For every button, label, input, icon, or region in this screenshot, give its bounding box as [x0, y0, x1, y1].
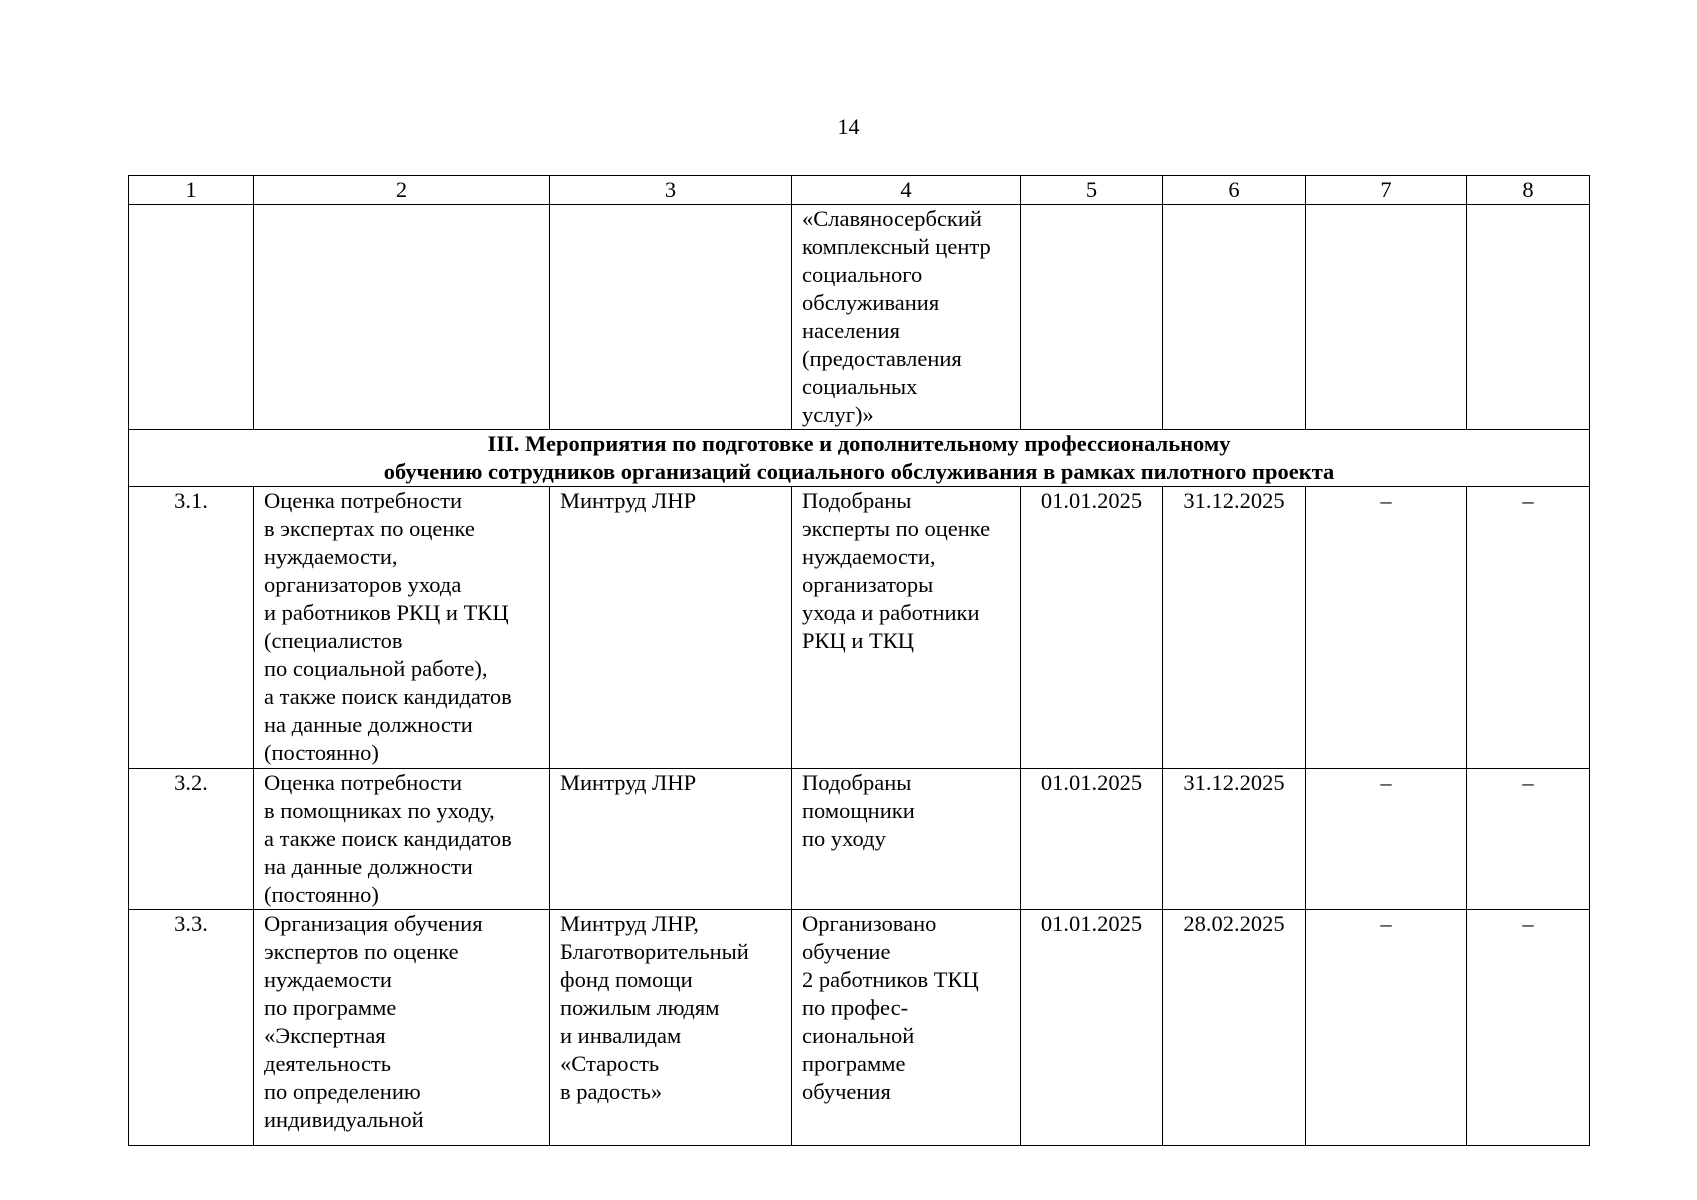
section-row — [129, 430, 1590, 487]
row-number: 3.3. — [129, 910, 254, 1146]
end-date: 31.12.2025 — [1163, 487, 1306, 769]
header-cell: 4 — [792, 176, 1021, 205]
header-cell: 1 — [129, 176, 254, 205]
col7-value: – — [1306, 769, 1467, 910]
start-date: 01.01.2025 — [1021, 769, 1163, 910]
row-number: 3.1. — [129, 487, 254, 769]
col7-value: – — [1306, 487, 1467, 769]
table-cell — [550, 205, 792, 430]
measures-table — [128, 175, 1590, 1146]
header-cell: 3 — [550, 176, 792, 205]
responsible-cell: Минтруд ЛНР, Благотворительный фонд помощи пожилым людям и инвалидам «Старость в радость» — [550, 910, 792, 1146]
page-number: 14 — [837, 114, 860, 139]
row-number: 3.2. — [129, 769, 254, 910]
result-cell: Организовано обучение 2 работников ТКЦ по профес- сиональной программе обучения — [792, 910, 1021, 1146]
result-cell: Подобраны помощники по уходу — [792, 769, 1021, 910]
end-date: 31.12.2025 — [1163, 769, 1306, 910]
activity-cell: Оценка потребности в помощниках по уходу, а также поиск кандидатов на данные должности (постоянно) — [254, 769, 550, 910]
table-row — [129, 769, 1590, 910]
table-cell — [1163, 205, 1306, 430]
table-cell — [254, 205, 550, 430]
col8-value: – — [1467, 910, 1590, 1146]
activity-cell: Оценка потребности в экспертах по оценке нуждаемости, организаторов ухода и работников РКЦ и ТКЦ (специалистов по социальной работе), а также поиск кандидатов на данные должности (постоянно) — [254, 487, 550, 769]
header-cell: 7 — [1306, 176, 1467, 205]
start-date: 01.01.2025 — [1021, 910, 1163, 1146]
table-cell — [1306, 205, 1467, 430]
table-cell — [1021, 205, 1163, 430]
table-header-row — [129, 176, 1590, 205]
section-heading: III. Мероприятия по подготовке и дополнительному профессиональному обучению сотрудников организаций социального обслуживания в рамках пилотного проекта — [129, 430, 1590, 487]
header-cell: 2 — [254, 176, 550, 205]
result-cell: «Славяносербский комплексный центр социального обслуживания населения (предоставления социальных услуг)» — [792, 205, 1021, 430]
col7-value: – — [1306, 910, 1467, 1146]
end-date: 28.02.2025 — [1163, 910, 1306, 1146]
table-cell — [1467, 205, 1590, 430]
col8-value: – — [1467, 769, 1590, 910]
header-cell: 8 — [1467, 176, 1590, 205]
table-row — [129, 910, 1590, 1146]
header-cell: 6 — [1163, 176, 1306, 205]
responsible-cell: Минтруд ЛНР — [550, 769, 792, 910]
col8-value: – — [1467, 487, 1590, 769]
table-row — [129, 487, 1590, 769]
header-cell: 5 — [1021, 176, 1163, 205]
responsible-cell: Минтруд ЛНР — [550, 487, 792, 769]
result-cell: Подобраны эксперты по оценке нуждаемости, организаторы ухода и работники РКЦ и ТКЦ — [792, 487, 1021, 769]
table-cell — [129, 205, 254, 430]
table-row-continuation — [129, 205, 1590, 430]
start-date: 01.01.2025 — [1021, 487, 1163, 769]
activity-cell: Организация обучения экспертов по оценке нуждаемости по программе «Экспертная деятельность по определению индивидуальной — [254, 910, 550, 1146]
